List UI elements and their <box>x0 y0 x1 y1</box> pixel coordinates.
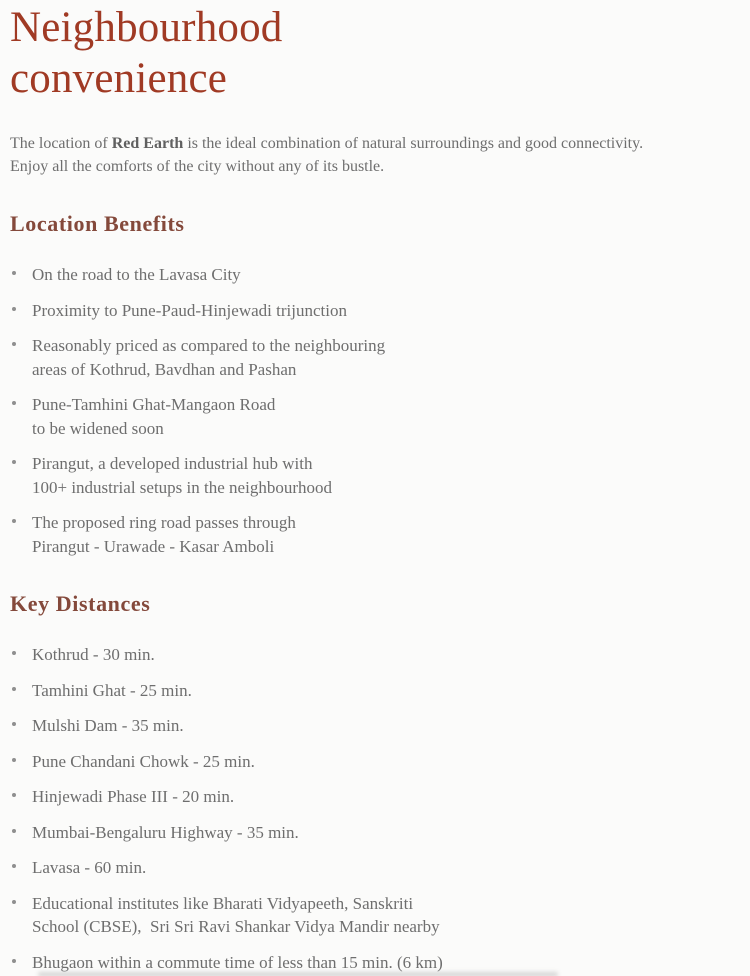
intro-line1-prefix: The location of <box>10 135 112 152</box>
intro-line1-suffix: is the ideal combination of natural surroundings and good connectivity. <box>183 135 644 152</box>
list-item-text: Reasonably priced as compared to the neighbouring areas of Kothrud, Bavdhan and Pashan <box>32 336 386 379</box>
bullet-icon <box>12 342 16 346</box>
list-item-text: Pirangut, a developed industrial hub with 100+ industrial setups in the neighbourhood <box>32 454 332 497</box>
bullet-icon <box>12 829 16 833</box>
list-item <box>10 299 742 323</box>
list-item-text: The proposed ring road passes through Pirangut - Urawade - Kasar Amboli <box>32 513 296 556</box>
bullet-icon <box>12 307 16 311</box>
list-item-text: Tamhini Ghat - 25 min. <box>32 680 192 700</box>
list-item-text: Bhugaon within a commute time of less than 15 min. (6 km) <box>32 952 443 972</box>
list-item-text: Pune Chandani Chowk - 25 min. <box>32 751 255 771</box>
list-item <box>10 511 742 558</box>
list-item-text: Mumbai-Bengaluru Highway - 35 min. <box>32 822 299 842</box>
page-title <box>10 2 742 104</box>
list-item <box>10 263 742 287</box>
page-title-line1: Neighbourhood <box>10 4 283 51</box>
bullet-icon <box>12 722 16 726</box>
list-item <box>10 452 742 499</box>
list-item <box>10 750 742 774</box>
bullet-icon <box>12 864 16 868</box>
section-key-distances <box>10 591 742 974</box>
list-item <box>10 821 742 845</box>
bullet-icon <box>12 460 16 464</box>
list-item-text: Kothrud - 30 min. <box>32 645 155 664</box>
key-distances-list <box>10 643 742 974</box>
list-item <box>10 393 742 440</box>
section-heading: Key Distances <box>10 591 151 616</box>
list-item <box>10 714 742 738</box>
list-item <box>10 951 742 975</box>
bullet-icon <box>12 758 16 762</box>
intro-paragraph <box>10 132 742 178</box>
location-benefits-list <box>10 263 742 558</box>
bullet-icon <box>12 793 16 797</box>
list-item-text: Hinjewadi Phase III - 20 min. <box>32 787 235 806</box>
intro-line2: Enjoy all the comforts of the city without any of its bustle. <box>10 158 385 175</box>
list-item <box>10 334 742 381</box>
bullet-icon <box>12 687 16 691</box>
list-item-text: Lavasa - 60 min. <box>32 858 147 877</box>
cutoff-text-remnant <box>38 972 558 976</box>
section-heading: Location Benefits <box>10 211 185 236</box>
list-item-text: Educational institutes like Bharati Vidyapeeth, Sanskriti School (CBSE), Sri Sri Ravi Shankar Vidya Mandir nearby <box>32 893 440 936</box>
list-item <box>10 892 742 939</box>
list-item-text: Proximity to Pune-Paud-Hinjewadi trijunction <box>32 300 347 320</box>
bullet-icon <box>12 959 16 963</box>
intro-line1 <box>10 132 742 155</box>
list-item-text: Pune-Tamhini Ghat-Mangaon Road to be widened soon <box>32 395 276 438</box>
list-item <box>10 856 742 880</box>
page-title-line2: convenience <box>10 55 228 102</box>
bullet-icon <box>12 519 16 523</box>
list-item-text: On the road to the Lavasa City <box>32 265 241 284</box>
list-item <box>10 643 742 667</box>
list-item <box>10 785 742 809</box>
bullet-icon <box>12 651 16 655</box>
bullet-icon <box>12 271 16 275</box>
list-item-text: Mulshi Dam - 35 min. <box>32 716 184 735</box>
section-location-benefits <box>10 211 742 558</box>
bullet-icon <box>12 401 16 405</box>
list-item <box>10 679 742 703</box>
project-name: Red Earth <box>111 135 184 152</box>
bullet-icon <box>12 900 16 904</box>
